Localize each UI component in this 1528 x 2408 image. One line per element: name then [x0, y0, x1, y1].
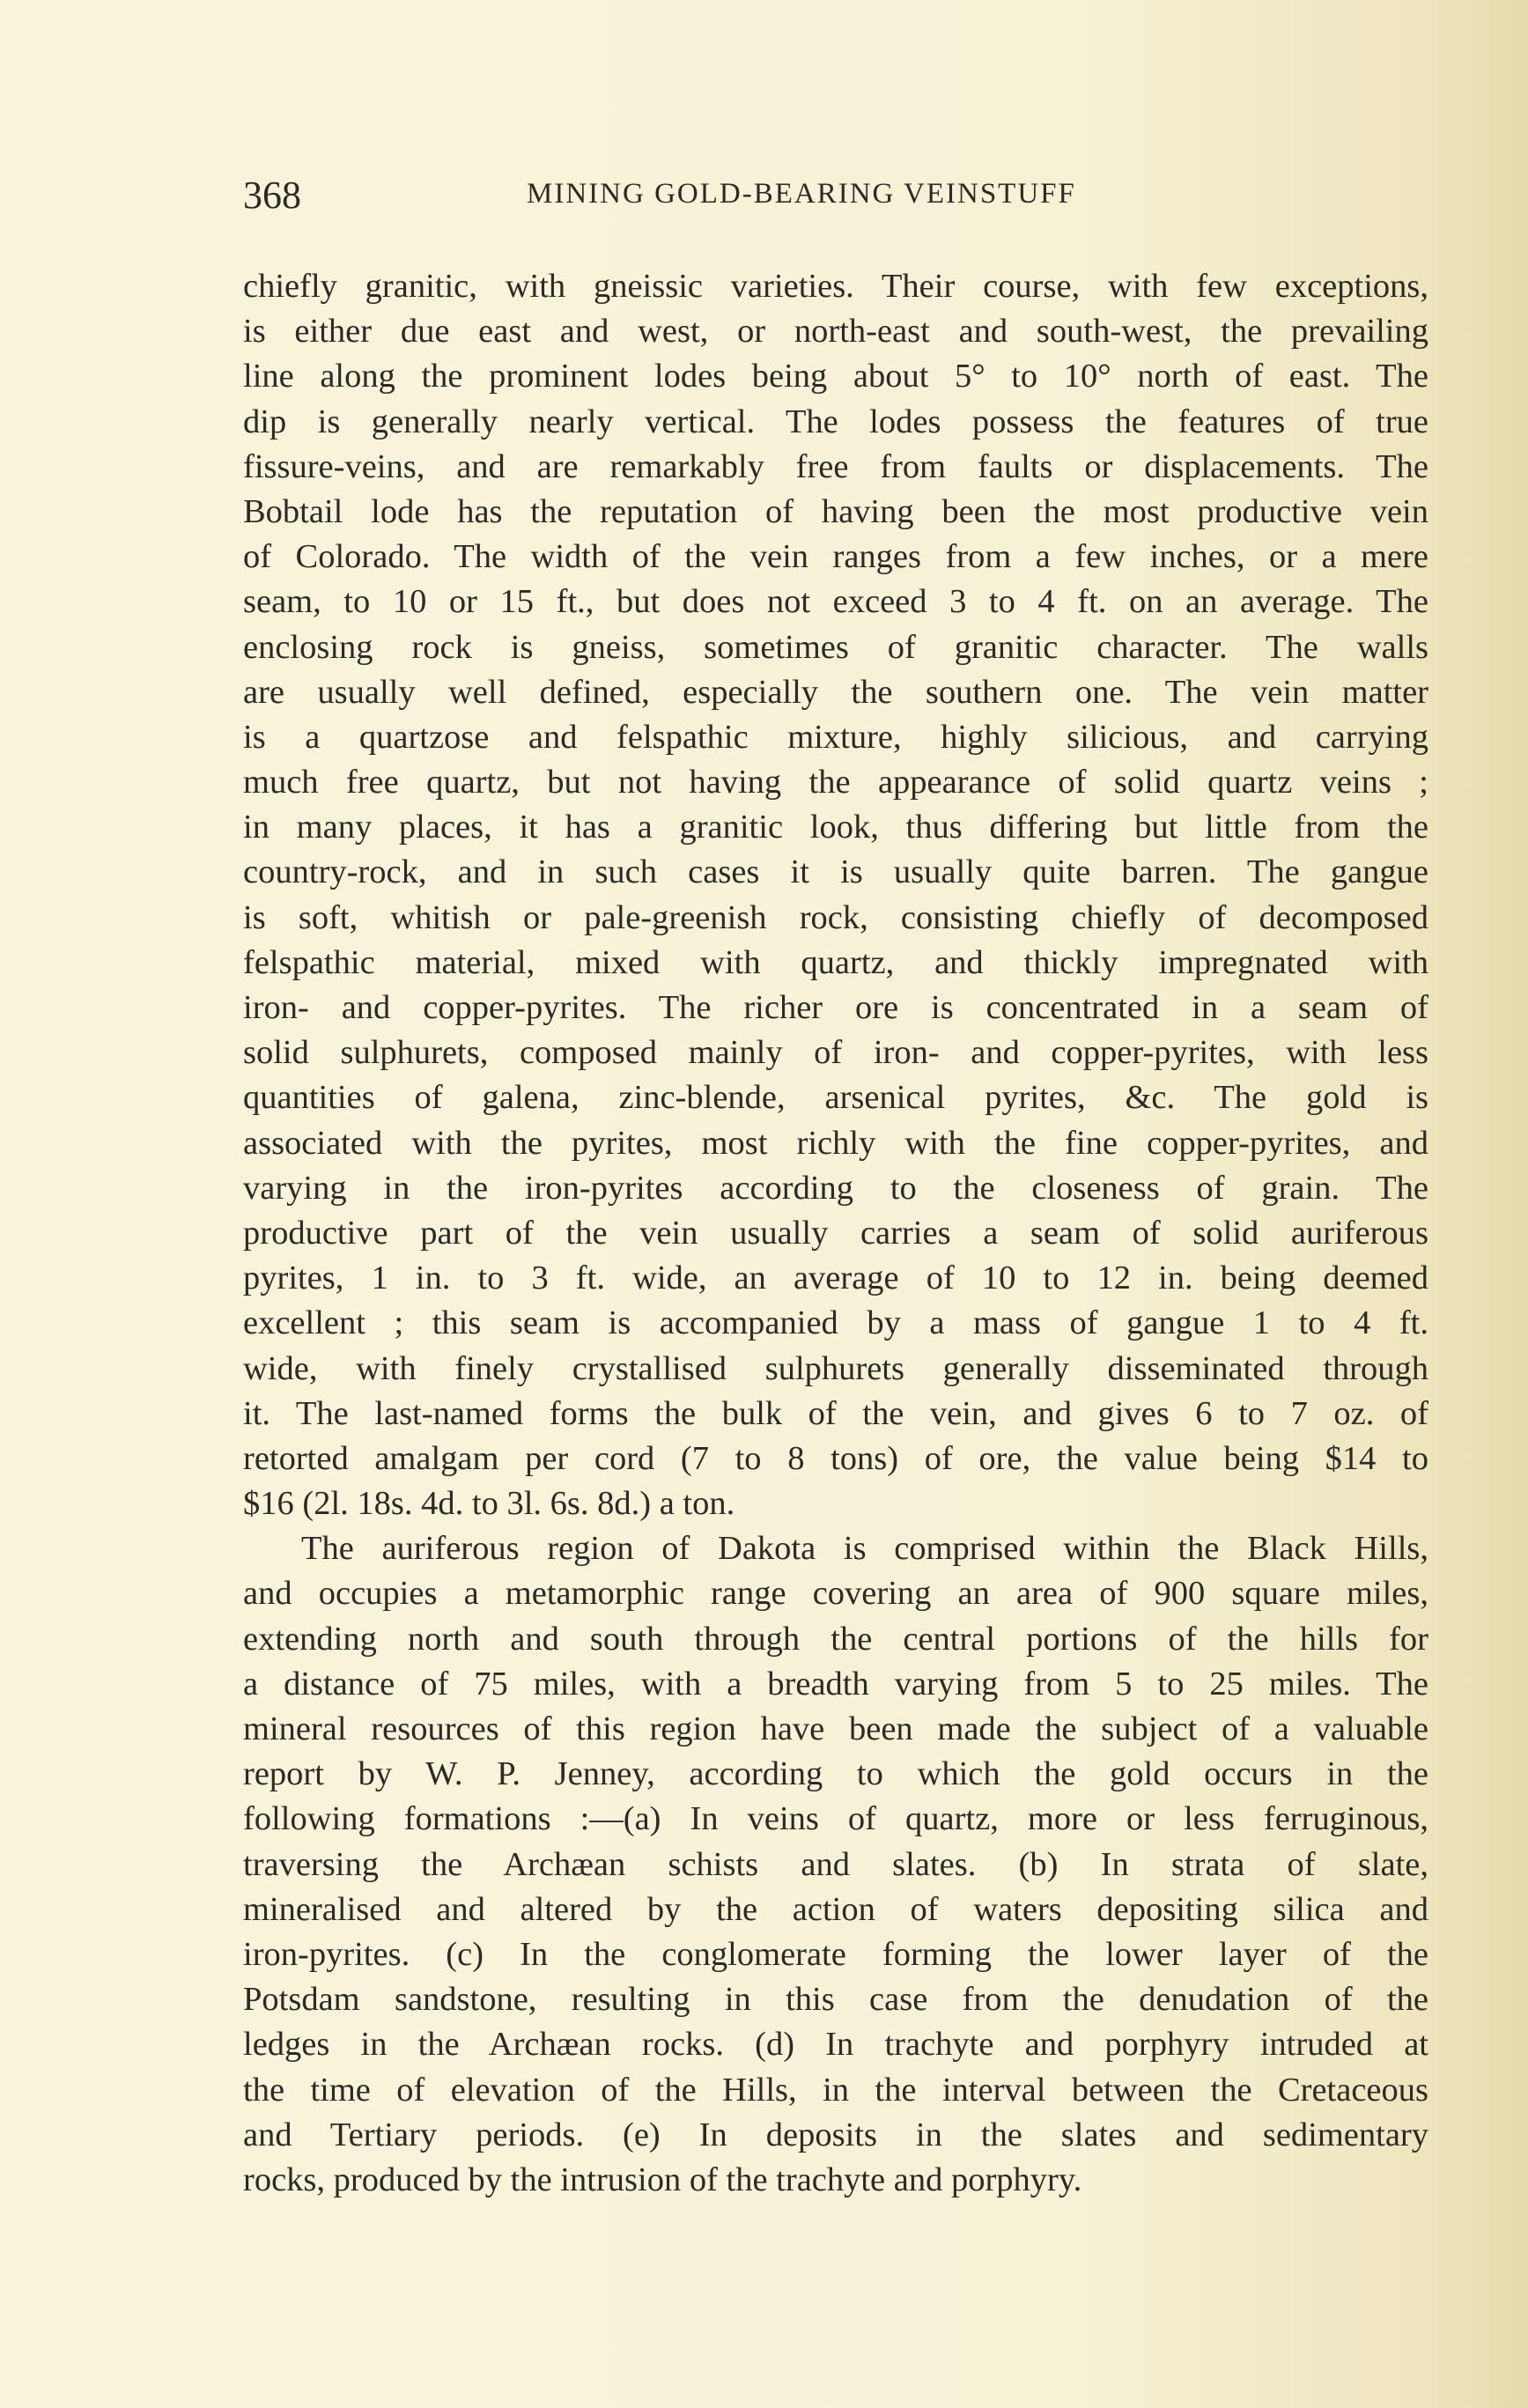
text-line: in many places, it has a granitic look, thus differing but little from the [243, 809, 1428, 846]
text-line: The auriferous region of Dakota is comprised within the Black Hills, [301, 1530, 1428, 1568]
text-line: Potsdam sandstone, resulting in this case from the denudation of the [243, 1981, 1428, 2019]
text-line: seam, to 10 or 15 ft., but does not exceed 3 to 4 ft. on an average. The [243, 583, 1428, 621]
text-line: report by W. P. Jenney, according to which the gold occurs in the [243, 1755, 1428, 1793]
text-line: $16 (2l. 18s. 4d. to 3l. 6s. 8d.) a ton. [243, 1485, 735, 1523]
text-line: pyrites, 1 in. to 3 ft. wide, an average of 10 to 12 in. being deemed [243, 1259, 1428, 1297]
text-line: following formations :—(a) In veins of quartz, more or less ferruginous, [243, 1800, 1428, 1838]
text-line: ledges in the Archæan rocks. (d) In trachyte and porphyry intruded at [243, 2026, 1428, 2064]
text-line: Bobtail lode has the reputation of having been the most productive vein [243, 492, 1428, 530]
text-line: a distance of 75 miles, with a breadth varying from 5 to 25 miles. The [243, 1665, 1428, 1703]
running-title: MINING GOLD-BEARING VEINSTUFF [527, 178, 1076, 210]
text-line: solid sulphurets, composed mainly of iron- and copper-pyrites, with less [243, 1034, 1428, 1072]
text-line: felspathic material, mixed with quartz, and thickly impregnated with [243, 943, 1428, 981]
text-line: associated with the pyrites, most richly with the fine copper-pyrites, and [243, 1124, 1428, 1162]
text-line: extending north and south through the central portions of the hills for [243, 1620, 1428, 1658]
page-number: 368 [243, 174, 301, 217]
text-line: mineralised and altered by the action of waters depositing silica and [243, 1890, 1428, 1928]
text-line: of Colorado. The width of the vein ranges from a few inches, or a mere [243, 538, 1428, 576]
text-line: mineral resources of this region have been made the subject of a valuable [243, 1710, 1428, 1747]
text-line: and Tertiary periods. (e) In deposits in the slates and sedimentary [243, 2116, 1428, 2153]
text-line: is a quartzose and felspathic mixture, highly silicious, and carrying [243, 718, 1428, 756]
text-line: enclosing rock is gneiss, sometimes of granitic character. The walls [243, 628, 1428, 666]
text-line: iron- and copper-pyrites. The richer ore is concentrated in a seam of [243, 989, 1428, 1026]
text-line: line along the prominent lodes being about 5° to 10° north of east. The [243, 358, 1428, 395]
text-line: rocks, produced by the intrusion of the trachyte and porphyry. [243, 2161, 1082, 2198]
text-line: much free quartz, but not having the appearance of solid quartz veins ; [243, 764, 1428, 801]
text-line: are usually well defined, especially the southern one. The vein matter [243, 673, 1428, 711]
text-line: productive part of the vein usually carries a seam of solid auriferous [243, 1214, 1428, 1252]
page-header [243, 173, 1428, 217]
text-line: wide, with finely crystallised sulphurets generally disseminated through [243, 1349, 1428, 1387]
text-line: it. The last-named forms the bulk of the vein, and gives 6 to 7 oz. of [243, 1394, 1428, 1432]
text-line: dip is generally nearly vertical. The lodes possess the features of true [243, 403, 1428, 440]
text-line: is soft, whitish or pale-greenish rock, consisting chiefly of decomposed [243, 898, 1428, 936]
text-line: retorted amalgam per cord (7 to 8 tons) of ore, the value being $14 to [243, 1439, 1428, 1477]
paragraph [243, 1526, 1428, 2203]
text-line: and occupies a metamorphic range covering an area of 900 square miles, [243, 1575, 1428, 1613]
page-body [243, 264, 1428, 2203]
text-line: country-rock, and in such cases it is usually quite barren. The gangue [243, 853, 1428, 891]
text-line: quantities of galena, zinc-blende, arsenical pyrites, &c. The gold is [243, 1079, 1428, 1117]
paragraph [243, 264, 1428, 1526]
text-line: excellent ; this seam is accompanied by a mass of gangue 1 to 4 ft. [243, 1304, 1428, 1342]
text-line: fissure-veins, and are remarkably free from faults or displacements. The [243, 447, 1428, 485]
text-line: is either due east and west, or north-east and south-west, the prevailing [243, 313, 1428, 351]
text-line: the time of elevation of the Hills, in the interval between the Cretaceous [243, 2071, 1428, 2109]
text-line: chiefly granitic, with gneissic varieties. Their course, with few exceptions, [243, 268, 1428, 305]
text-line: iron-pyrites. (c) In the conglomerate forming the lower layer of the [243, 1935, 1428, 1973]
text-line: traversing the Archæan schists and slates. (b) In strata of slate, [243, 1845, 1428, 1883]
text-line: varying in the iron-pyrites according to the closeness of grain. The [243, 1169, 1428, 1207]
